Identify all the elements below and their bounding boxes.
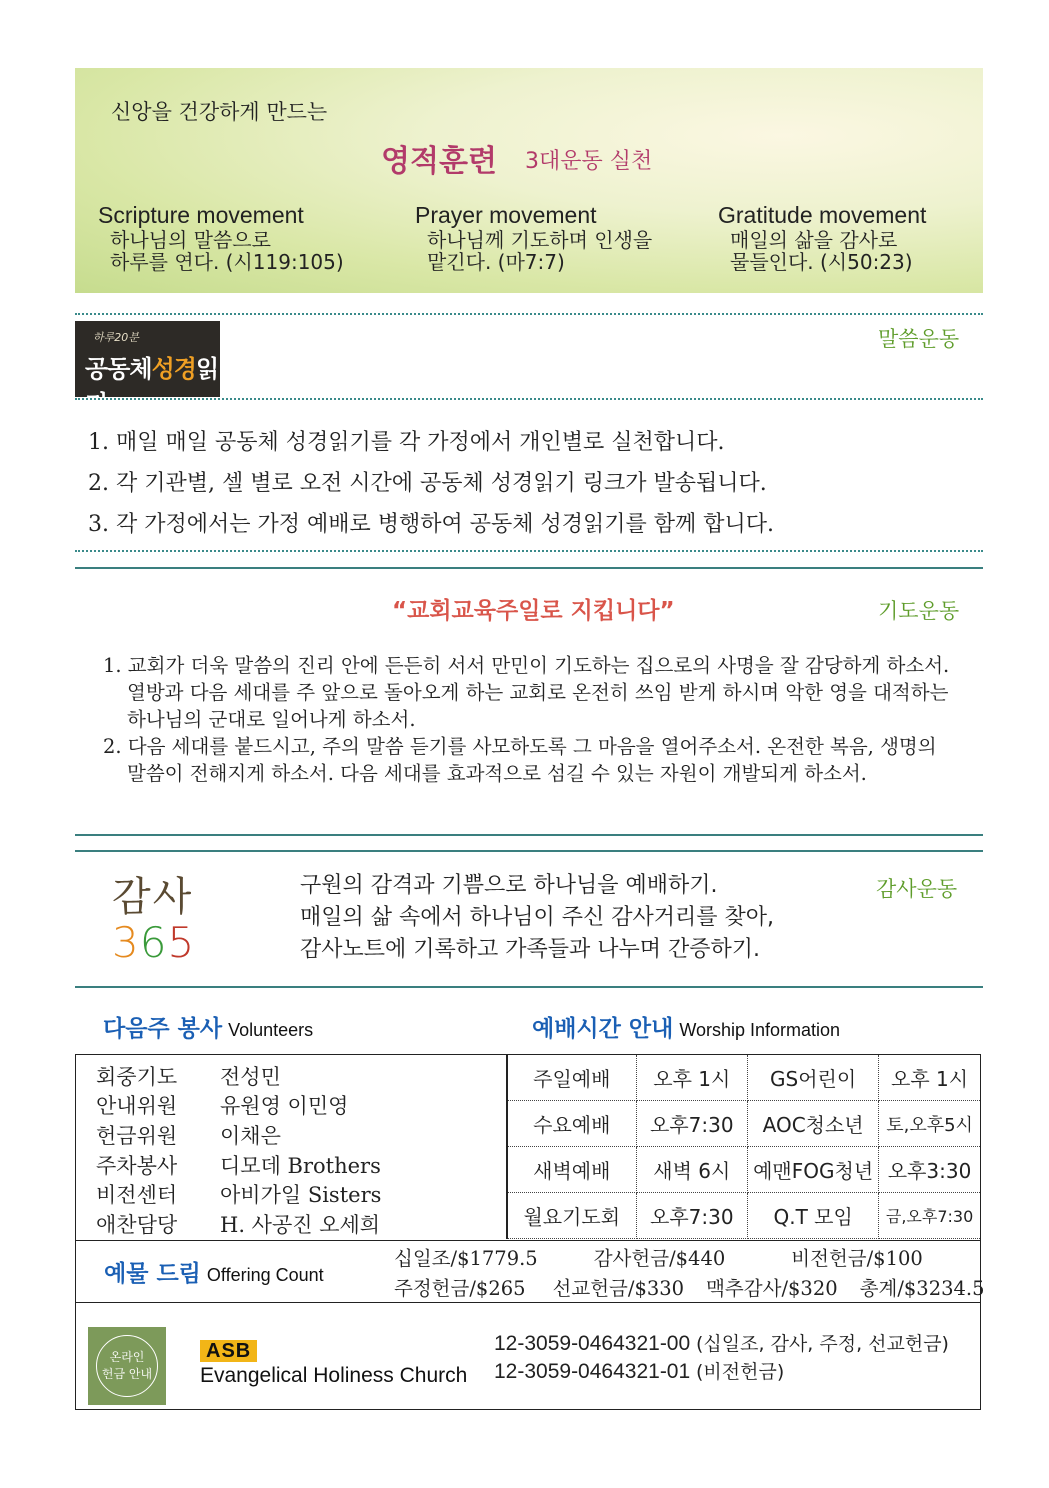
list-item: 1. 교회가 더욱 말씀의 진리 안에 든든히 서서 만민이 기도하는 집으로의 사명을 잘 감당하게 하소서. 열방과 다음 세대를 주 앞으로 돌아오게 하는 교회로 온전히 쓰임 받게 하시며 악한 영을 대적하는 하나님의 군대로 일어나게 하소서. <box>103 654 950 731</box>
banner-title: 영적훈련 <box>381 144 497 179</box>
banner-subtitle: 신앙을 건강하게 만드는 <box>111 100 328 124</box>
offering-item: 감사헌금/$440 <box>593 1247 726 1270</box>
offering-item: 비전헌금/$100 <box>791 1247 923 1270</box>
bible-reading-logo <box>75 321 220 418</box>
volunteer-row <box>96 1150 381 1180</box>
movement-en: Gratitude movement <box>718 202 927 228</box>
movement-prayer <box>415 202 652 273</box>
divider <box>75 398 983 400</box>
banner-title-suffix: 3대운동 실천 <box>525 149 653 174</box>
list-item: 감사노트에 기록하고 가족들과 나누며 간증하기. <box>300 937 761 962</box>
offering-item: 맥추감사/$320 <box>706 1277 838 1300</box>
account-line <box>494 1357 784 1384</box>
logo-digit: 3 <box>112 918 140 967</box>
offering-item: 선교헌금/$330 <box>552 1277 685 1300</box>
table-cell: Q.T 모임 <box>748 1193 879 1239</box>
divider <box>75 313 983 315</box>
banner <box>75 68 983 293</box>
table-row <box>507 1193 980 1239</box>
volunteer-row <box>96 1090 348 1120</box>
table-cell: 주일예배 <box>507 1055 636 1101</box>
table-row <box>507 1147 980 1193</box>
movement-en: Scripture movement <box>98 202 304 228</box>
volunteer-row <box>96 1179 381 1209</box>
logo-line: 온라인 <box>109 1350 145 1364</box>
logo-small-text: 하루20분 <box>93 331 139 344</box>
heading-ko: 다음주 봉사 <box>103 1016 223 1042</box>
table-cell: 수요예배 <box>507 1101 636 1147</box>
list-item: 1. 매일 매일 공동체 성경읽기를 각 가정에서 개인별로 실천합니다. <box>88 430 725 455</box>
list-item: 매일의 삶 속에서 하나님이 주신 감사거리를 찾아, <box>300 905 774 930</box>
volunteer-role: 애찬담당 <box>96 1213 178 1237</box>
divider <box>76 1302 980 1303</box>
volunteer-row <box>96 1209 380 1239</box>
account-number: 12-3059-0464321-00 <box>494 1332 691 1355</box>
account-note: (비전헌금) <box>696 1361 785 1383</box>
volunteer-role: 주차봉사 <box>96 1154 178 1178</box>
logo-text <box>85 349 220 419</box>
table-cell: 금,오후7:30 <box>879 1193 980 1239</box>
list-item: 2. 각 기관별, 셀 별로 오전 시간에 공동체 성경읽기 링크가 발송됩니다. <box>88 471 767 496</box>
heading-ko: 예배시간 안내 <box>532 1016 674 1042</box>
table-cell: 오후 1시 <box>636 1055 748 1101</box>
volunteer-name: 전성민 <box>220 1065 281 1089</box>
logo-circle <box>96 1335 158 1397</box>
logo-digit: 5 <box>167 918 196 967</box>
divider <box>75 567 983 569</box>
movement-line: 하나님께 기도하며 인생을 <box>427 228 653 252</box>
logo-text-post: 읽기 <box>85 355 219 418</box>
heading-ko: 예물 드림 <box>104 1261 201 1287</box>
list-item: 3. 각 가정에서는 가정 예배로 병행하여 공동체 성경읽기를 함께 합니다. <box>88 512 774 537</box>
volunteer-role: 회중기도 <box>96 1065 178 1089</box>
volunteer-name: H. 사공진 오세희 <box>220 1213 381 1237</box>
logo-text-highlight: 성경 <box>151 355 196 383</box>
movement-line: 매일의 삶을 감사로 <box>730 228 898 252</box>
list-item: 구원의 감격과 기쁨으로 하나님을 예배하기. <box>300 873 718 898</box>
movement-en: Prayer movement <box>415 202 597 228</box>
divider <box>75 986 983 988</box>
prayer-list <box>103 652 953 787</box>
movement-gratitude <box>718 202 926 273</box>
table-cell: 새벽예배 <box>507 1147 636 1193</box>
worship-table <box>506 1055 980 1239</box>
account-line <box>494 1329 949 1356</box>
asb-logo <box>200 1340 467 1388</box>
table-cell: 새벽 6시 <box>636 1147 748 1193</box>
account-note: (십일조, 감사, 주정, 선교헌금) <box>696 1333 949 1355</box>
online-offering-logo <box>88 1327 166 1405</box>
table-row <box>507 1055 980 1101</box>
movement-line: 물들인다. (시50:23) <box>730 250 913 274</box>
bible-list <box>88 422 774 545</box>
volunteer-name: 유원영 이민영 <box>220 1094 349 1118</box>
table-cell: 월요기도회 <box>507 1193 636 1239</box>
table-cell: AOC청소년 <box>748 1101 879 1147</box>
offering-item: 십일조/$1779.5 <box>394 1247 538 1270</box>
movement-scripture <box>98 202 344 273</box>
logo-number <box>112 918 196 967</box>
tag-prayer: 기도운동 <box>878 599 960 623</box>
offering-item: 주정헌금/$265 <box>394 1277 526 1300</box>
movement-line: 하루를 연다. (시119:105) <box>110 250 344 274</box>
table-cell: 토,오후5시 <box>879 1101 980 1147</box>
tag-gratitude: 감사운동 <box>876 877 958 901</box>
offering-line-2 <box>394 1273 985 1301</box>
table-cell: 오후7:30 <box>636 1101 748 1147</box>
divider <box>75 550 983 552</box>
table-cell: GS어린이 <box>748 1055 879 1101</box>
volunteer-row <box>96 1061 281 1091</box>
movement-line: 맡긴다. (마7:7) <box>427 250 565 274</box>
thanks365-logo <box>112 865 196 967</box>
table-cell: 오후3:30 <box>879 1147 980 1193</box>
list-item: 2. 다음 세대를 붙드시고, 주의 말씀 듣기를 사모하도록 그 마음을 열어주소서. 온전한 복음, 생명의 말씀이 전해지게 하소서. 다음 세대를 효과적으로 섬길 수 있는 자원이 개발되게 하소서. <box>103 735 937 785</box>
heading-en: Worship Information <box>679 1020 841 1040</box>
movement-line: 하나님의 말씀으로 <box>110 228 271 252</box>
logo-line: 헌금 안내 <box>101 1367 153 1381</box>
asb-badge: ASB <box>200 1340 257 1362</box>
logo-digit: 6 <box>139 918 168 967</box>
table-cell: 오후7:30 <box>636 1193 748 1239</box>
divider <box>76 1240 980 1241</box>
volunteer-role: 안내위원 <box>96 1094 178 1118</box>
info-box <box>75 1054 985 1410</box>
volunteer-row <box>96 1120 281 1150</box>
table-row <box>507 1101 980 1147</box>
worship-heading <box>532 1010 840 1043</box>
divider <box>75 834 983 836</box>
volunteer-name: 디모데 Brothers <box>220 1154 381 1178</box>
table-cell: 오후 1시 <box>879 1055 980 1101</box>
church-name: Evangelical Holiness Church <box>200 1364 468 1387</box>
tag-scripture: 말씀운동 <box>878 327 960 351</box>
offering-heading <box>104 1255 324 1288</box>
volunteer-name: 이채은 <box>220 1124 281 1148</box>
volunteers-heading <box>103 1010 313 1043</box>
prayer-title: “교회교육주일로 지킵니다” <box>392 598 675 624</box>
offering-line-1 <box>394 1243 923 1271</box>
table-cell: 예맨FOG청년 <box>748 1147 879 1193</box>
logo-word: 감사 <box>112 874 194 920</box>
heading-en: Offering Count <box>206 1265 324 1285</box>
thanks-lines <box>300 870 774 966</box>
volunteer-role: 비전센터 <box>96 1183 178 1207</box>
volunteer-name: 아비가일 Sisters <box>220 1183 382 1207</box>
offering-item: 총계/$3234.5 <box>859 1277 985 1300</box>
account-number: 12-3059-0464321-01 <box>494 1360 691 1383</box>
heading-en: Volunteers <box>228 1020 314 1040</box>
divider <box>75 850 983 852</box>
volunteer-role: 헌금위원 <box>96 1124 178 1148</box>
logo-text-pre: 공동체 <box>85 355 152 383</box>
